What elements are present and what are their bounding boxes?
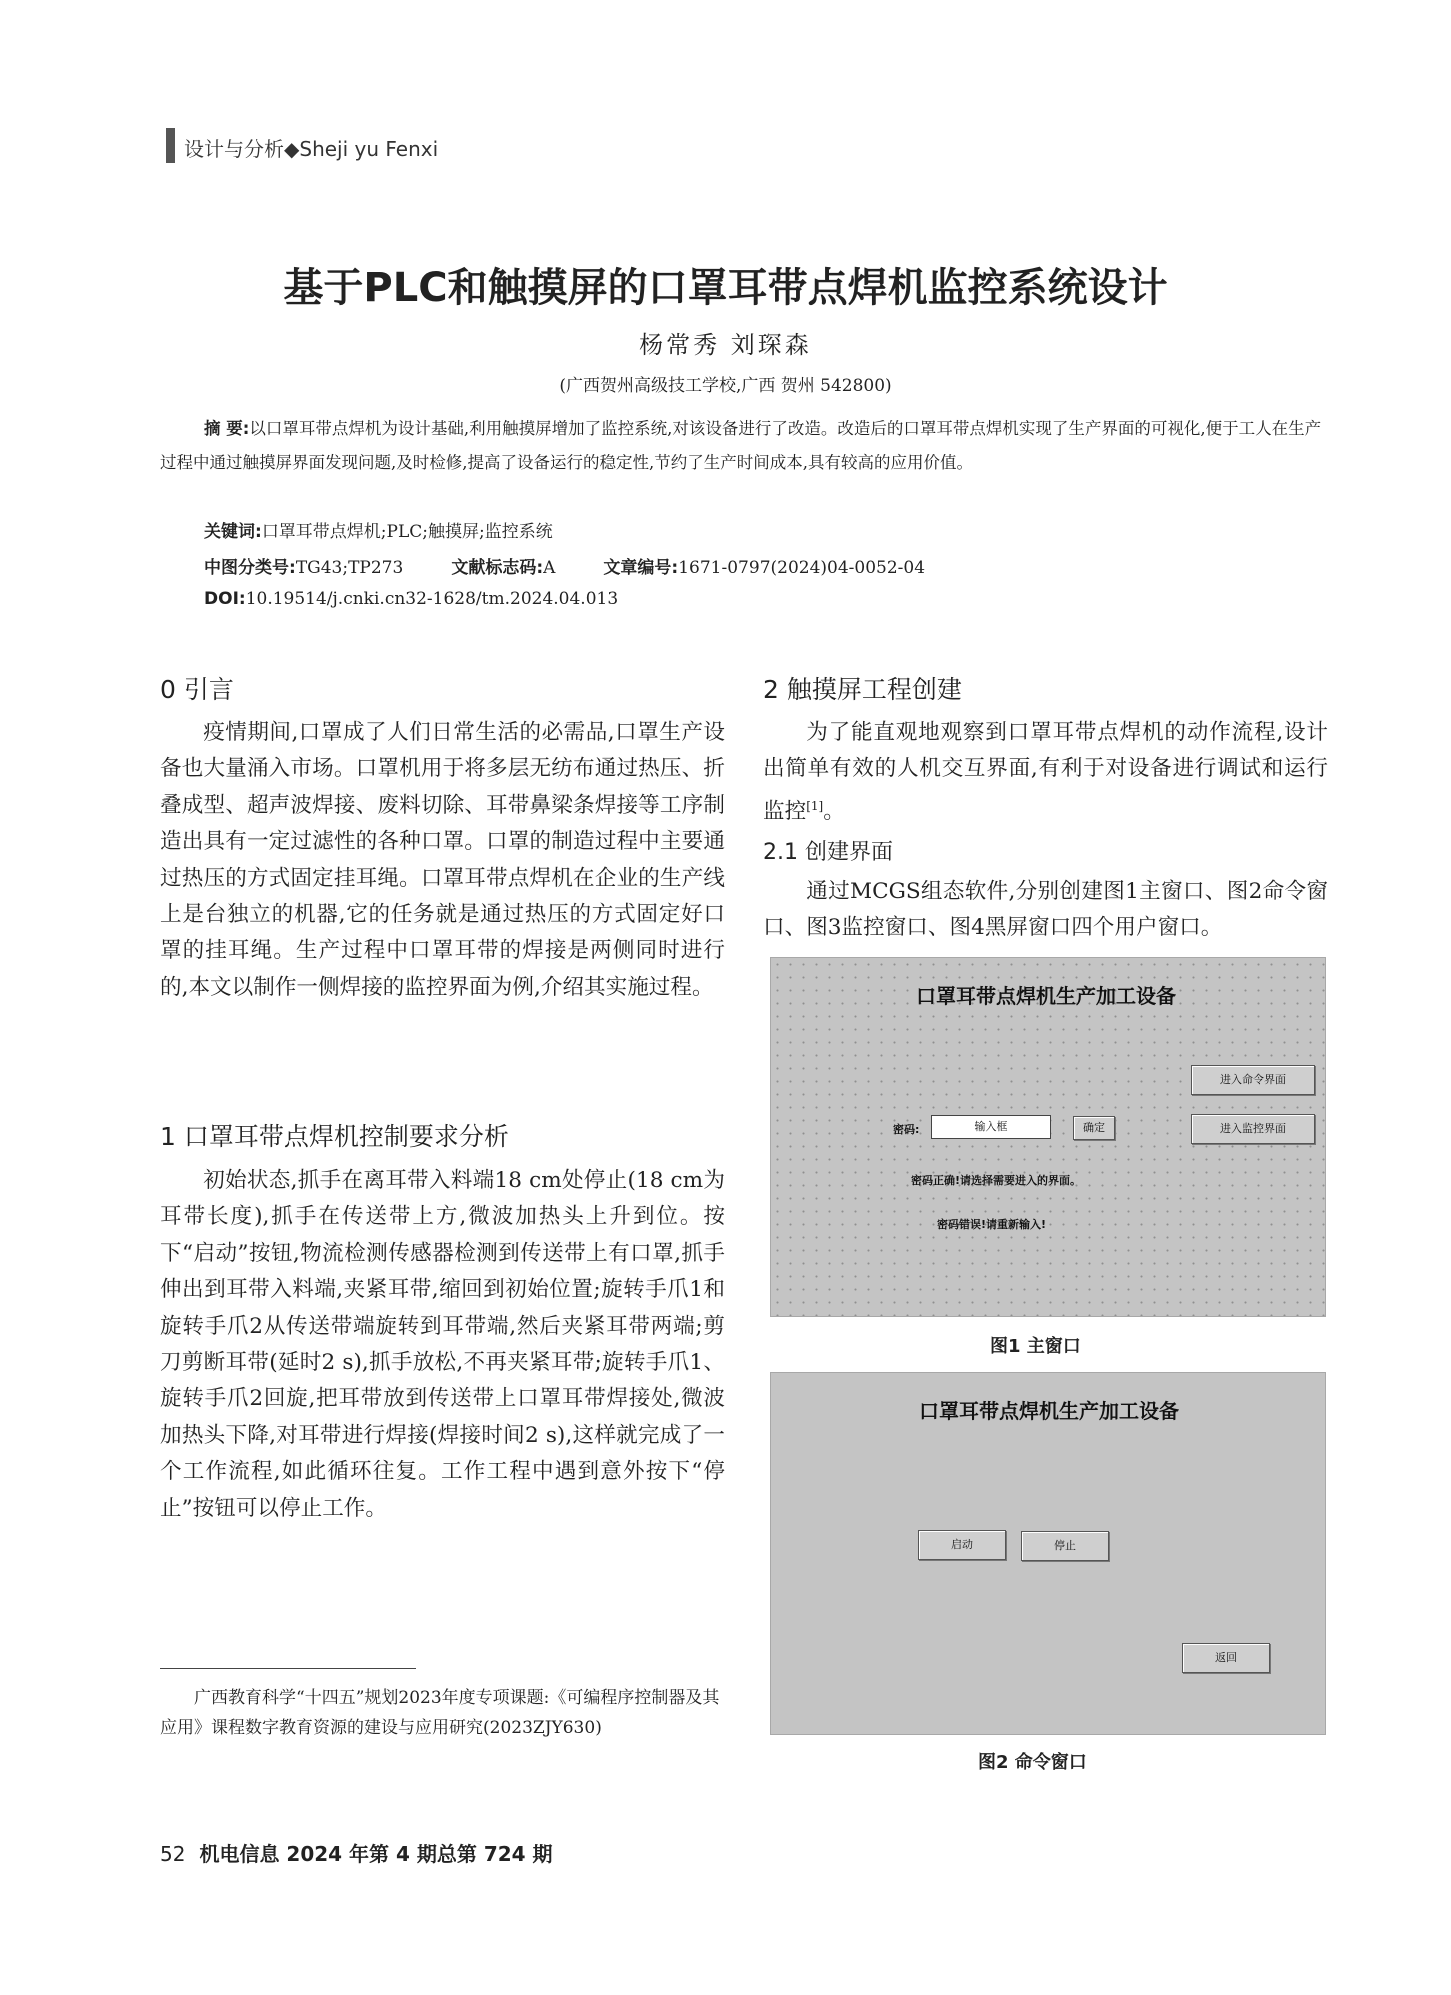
figure-1-main-window: [770, 957, 1326, 1317]
footnote-rule: [160, 1668, 416, 1669]
fig2-title: 口罩耳带点焊机生产加工设备: [919, 1399, 1179, 1423]
stop-button[interactable]: 停止: [1021, 1531, 1109, 1561]
section-2-body: [763, 715, 1328, 830]
enter-command-button[interactable]: 进入命令界面: [1191, 1065, 1315, 1095]
section-0-heading: 0 引言: [160, 675, 234, 704]
keywords: [204, 517, 553, 542]
citation-ref: [1]: [806, 798, 824, 813]
affiliation: (广西贺州高级技工学校,广西 贺州 542800): [559, 376, 892, 396]
section-2-tail: 。: [823, 799, 845, 824]
section-2-1-heading: 2.1 创建界面: [763, 840, 893, 865]
doc-code-label: 文献标志码:: [451, 558, 544, 578]
abstract-text: 以口罩耳带点焊机为设计基础,利用触摸屏增加了监控系统,对该设备进行了改造。改造后的口罩耳带点焊机实现了生产界面的可视化,便于工人在生产过程中通过触摸屏界面发现问题,及时检修,提高了设备运行的稳定性,节约了生产时间成本,具有较高的应用价值。: [160, 419, 1322, 472]
figure-2-command-window: [770, 1372, 1326, 1735]
doi-label: DOI:: [204, 589, 246, 609]
abstract: [160, 412, 1325, 480]
running-header: 设计与分析◆Sheji yu Fenxi: [184, 137, 439, 161]
section-1-body: 初始状态,抓手在离耳带入料端18 cm处停止(18 cm为耳带长度),抓手在传送带上方,微波加热头上升到位。按下“启动”按钮,物流检测传感器检测到传送带上有口罩,抓手伸出到耳带入料端,夹紧耳带,缩回到初始位置;旋转手爪1和旋转手爪2从传送带端旋转到耳带端,然后夹紧耳带两端;剪刀剪断耳带(延时2 s),抓手放松,不再夹紧耳带;旋转手爪1、旋转手爪2回旋,把耳带放到传送带上口罩耳带焊接处,微波加热头下降,对耳带进行焊接(焊接时间2 s),这样就完成了一个工作流程,如此循环往复。工作工程中遇到意外按下“停止”按钮可以停止工作。: [160, 1168, 725, 1521]
doc-code-value: A: [543, 558, 556, 578]
page-footer: [160, 1838, 553, 1867]
section-2-text: 为了能直观地观察到口罩耳带点焊机的动作流程,设计出简单有效的人机交互界面,有利于对设备进行调试和运行监控: [763, 720, 1328, 824]
section-1-heading: 1 口罩耳带点焊机控制要求分析: [160, 1122, 509, 1151]
page-number: 52: [160, 1842, 186, 1866]
doi-line: [204, 589, 618, 609]
clc-value: TG43;TP273: [295, 558, 404, 578]
article-no-value: 1671-0797(2024)04-0052-04: [678, 558, 926, 578]
enter-monitor-button[interactable]: 进入监控界面: [1191, 1114, 1315, 1144]
journal-issue: 机电信息 2024 年第 4 期总第 724 期: [199, 1842, 553, 1866]
keywords-label: 关键词:: [204, 522, 262, 542]
paper-title: 基于PLC和触摸屏的口罩耳带点焊机监控系统设计: [283, 265, 1168, 311]
fig1-title: 口罩耳带点焊机生产加工设备: [916, 984, 1176, 1008]
password-ok-message: 密码正确!请选择需要进入的界面。: [911, 1174, 1082, 1187]
abstract-label: 摘 要:: [204, 419, 250, 438]
article-no-label: 文章编号:: [603, 558, 679, 578]
fig1-caption-text: 图1 主窗口: [990, 1336, 1081, 1357]
section-2-1-body: 通过MCGS组态软件,分别创建图1主窗口、图2命令窗口、图3监控窗口、图4黑屏窗口四个用户窗口。: [763, 879, 1328, 941]
password-error-message: 密码错误!请重新输入!: [937, 1218, 1047, 1231]
section-0-body: 疫情期间,口罩成了人们日常生活的必需品,口罩生产设备也大量涌入市场。口罩机用于将多层无纺布通过热压、折叠成型、超声波焊接、废料切除、耳带鼻梁条焊接等工序制造出具有一定过滤性的各种口罩。口罩的制造过程中主要通过热压的方式固定挂耳绳。口罩耳带点焊机在企业的生产线上是台独立的机器,它的任务就是通过热压的方式固定好口罩的挂耳绳。生产过程中口罩耳带的焊接是两侧同时进行的,本文以制作一侧焊接的监控界面为例,介绍其实施过程。: [160, 720, 725, 1000]
classification-line: [204, 553, 925, 578]
back-button[interactable]: 返回: [1182, 1643, 1270, 1673]
section-2-heading: 2 触摸屏工程创建: [763, 675, 962, 704]
authors: 杨常秀 刘琛森: [639, 331, 812, 359]
clc-label: 中图分类号:: [204, 558, 296, 578]
password-input[interactable]: 输入框: [931, 1115, 1051, 1139]
header-bar: [166, 128, 175, 163]
keywords-text: 口罩耳带点焊机;PLC;触摸屏;监控系统: [261, 522, 553, 542]
figure-2-caption: 图2 命令窗口: [978, 1752, 1087, 1773]
confirm-button[interactable]: 确定: [1073, 1116, 1115, 1140]
doi-value: 10.19514/j.cnki.cn32-1628/tm.2024.04.013: [245, 589, 619, 609]
password-label: 密码:: [893, 1123, 920, 1136]
footnote: 广西教育科学“十四五”规划2023年度专项课题:《可编程序控制器及其应用》课程数字教育资源的建设与应用研究(2023ZJY630): [160, 1688, 720, 1738]
start-button[interactable]: 启动: [918, 1530, 1006, 1560]
